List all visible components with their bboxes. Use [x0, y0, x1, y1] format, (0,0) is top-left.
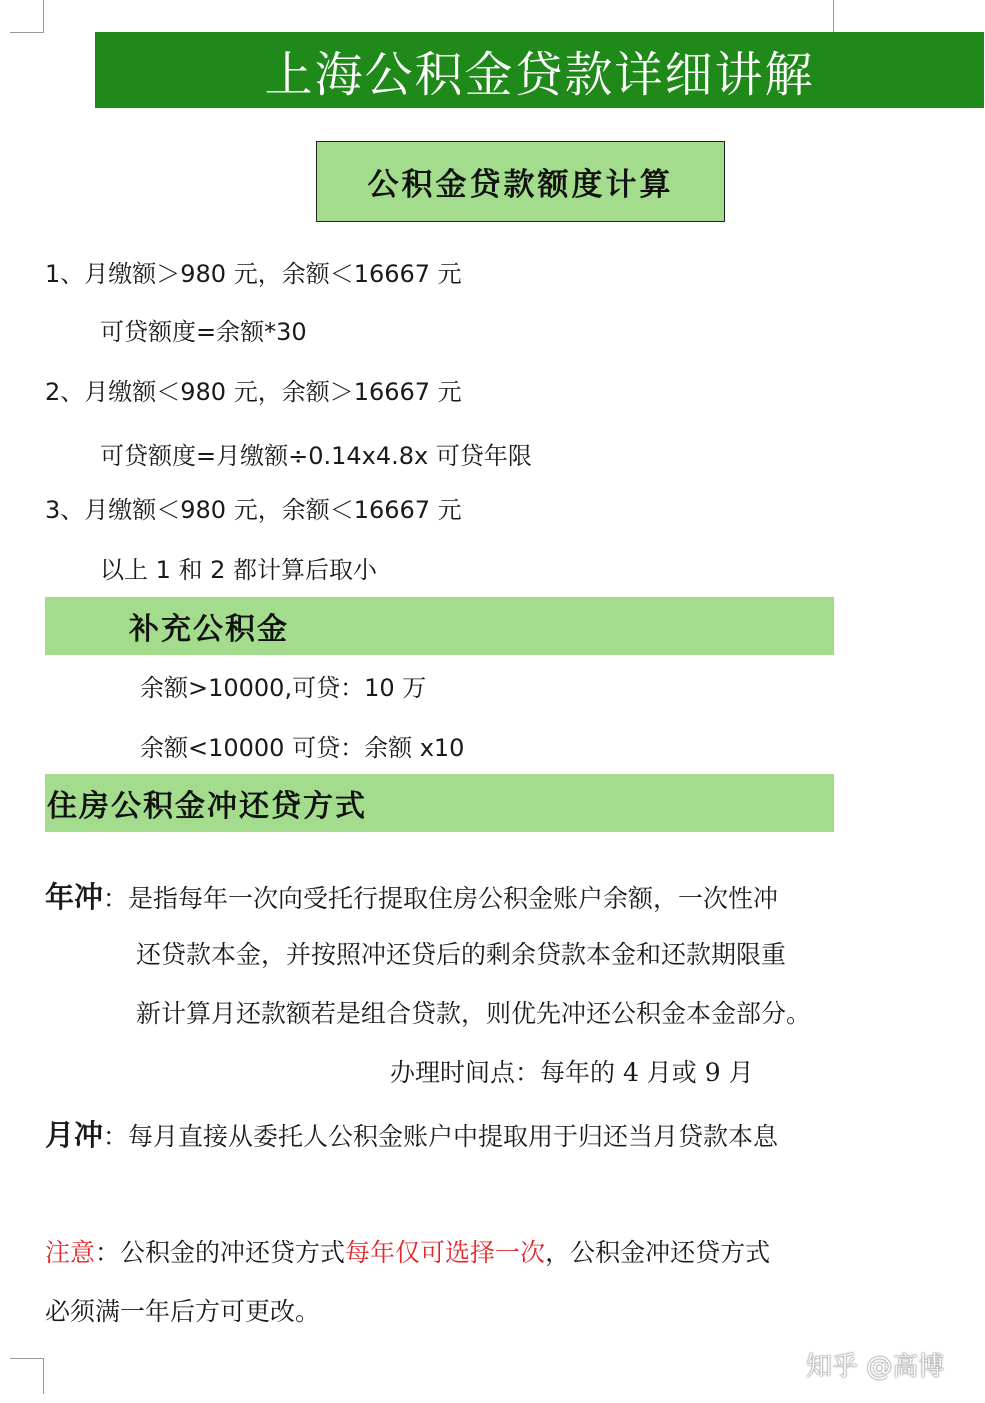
- crop-mark: [10, 1358, 44, 1359]
- rule-2-formula: 可贷额度=月缴额÷0.14x4.8x 可贷年限: [100, 442, 532, 470]
- monthly-offset-colon: ：: [103, 1122, 129, 1151]
- crop-mark: [43, 1358, 44, 1394]
- note-colon: ：: [95, 1238, 121, 1267]
- monthly-offset-label: 月冲: [45, 1118, 104, 1152]
- note-label: 注意: [45, 1238, 96, 1267]
- section-heading-supplementary: 补充公积金: [45, 597, 834, 655]
- section-heading-loan-limit: 公积金贷款额度计算: [316, 141, 725, 222]
- note-line-2: 必须满一年后方可更改。: [45, 1297, 321, 1326]
- supplementary-item-1: 余额>10000,可贷：10 万: [140, 674, 427, 702]
- annual-offset-time-note: 办理时间点：每年的 4 月或 9 月: [390, 1058, 754, 1087]
- crop-mark: [43, 0, 44, 33]
- monthly-offset-text: 每月直接从委托人公积金账户中提取用于归还当月贷款本息: [128, 1122, 779, 1151]
- supplementary-item-2: 余额<10000 可贷：余额 x10: [140, 734, 465, 762]
- note-highlight: 每年仅可选择一次: [345, 1238, 546, 1267]
- section-heading-repayment: 住房公积金冲还贷方式: [45, 774, 834, 832]
- annual-offset-label: 年冲: [45, 880, 104, 914]
- crop-mark: [833, 0, 834, 33]
- monthly-offset-line: [45, 1113, 778, 1154]
- annual-offset-line-3: 新计算月还款额若是组合贷款，则优先冲还公积金本金部分。: [136, 999, 812, 1028]
- annual-offset-text-1: 是指每年一次向受托行提取住房公积金账户余额，一次性冲: [128, 884, 779, 913]
- rule-3-condition: 3、月缴额＜980 元，余额＜16667 元: [45, 496, 462, 524]
- rule-1-condition: 1、月缴额＞980 元，余额＜16667 元: [45, 260, 462, 288]
- rule-1-formula: 可贷额度=余额*30: [100, 318, 307, 346]
- rule-3-formula: 以上 1 和 2 都计算后取小: [100, 556, 378, 584]
- watermark: 知乎 @高博: [806, 1352, 945, 1382]
- annual-offset-colon: ：: [103, 884, 129, 913]
- annual-offset-line-1: [45, 875, 778, 916]
- crop-mark: [10, 32, 44, 33]
- note-line-1: [45, 1233, 770, 1269]
- page-title: 上海公积金贷款详细讲解: [95, 32, 984, 108]
- note-text-b: ，公积金冲还贷方式: [545, 1238, 771, 1267]
- annual-offset-line-2: 还贷款本金，并按照冲还贷后的剩余贷款本金和还款期限重: [136, 940, 787, 969]
- rule-2-condition: 2、月缴额＜980 元，余额＞16667 元: [45, 378, 462, 406]
- note-text-a: 公积金的冲还贷方式: [120, 1238, 346, 1267]
